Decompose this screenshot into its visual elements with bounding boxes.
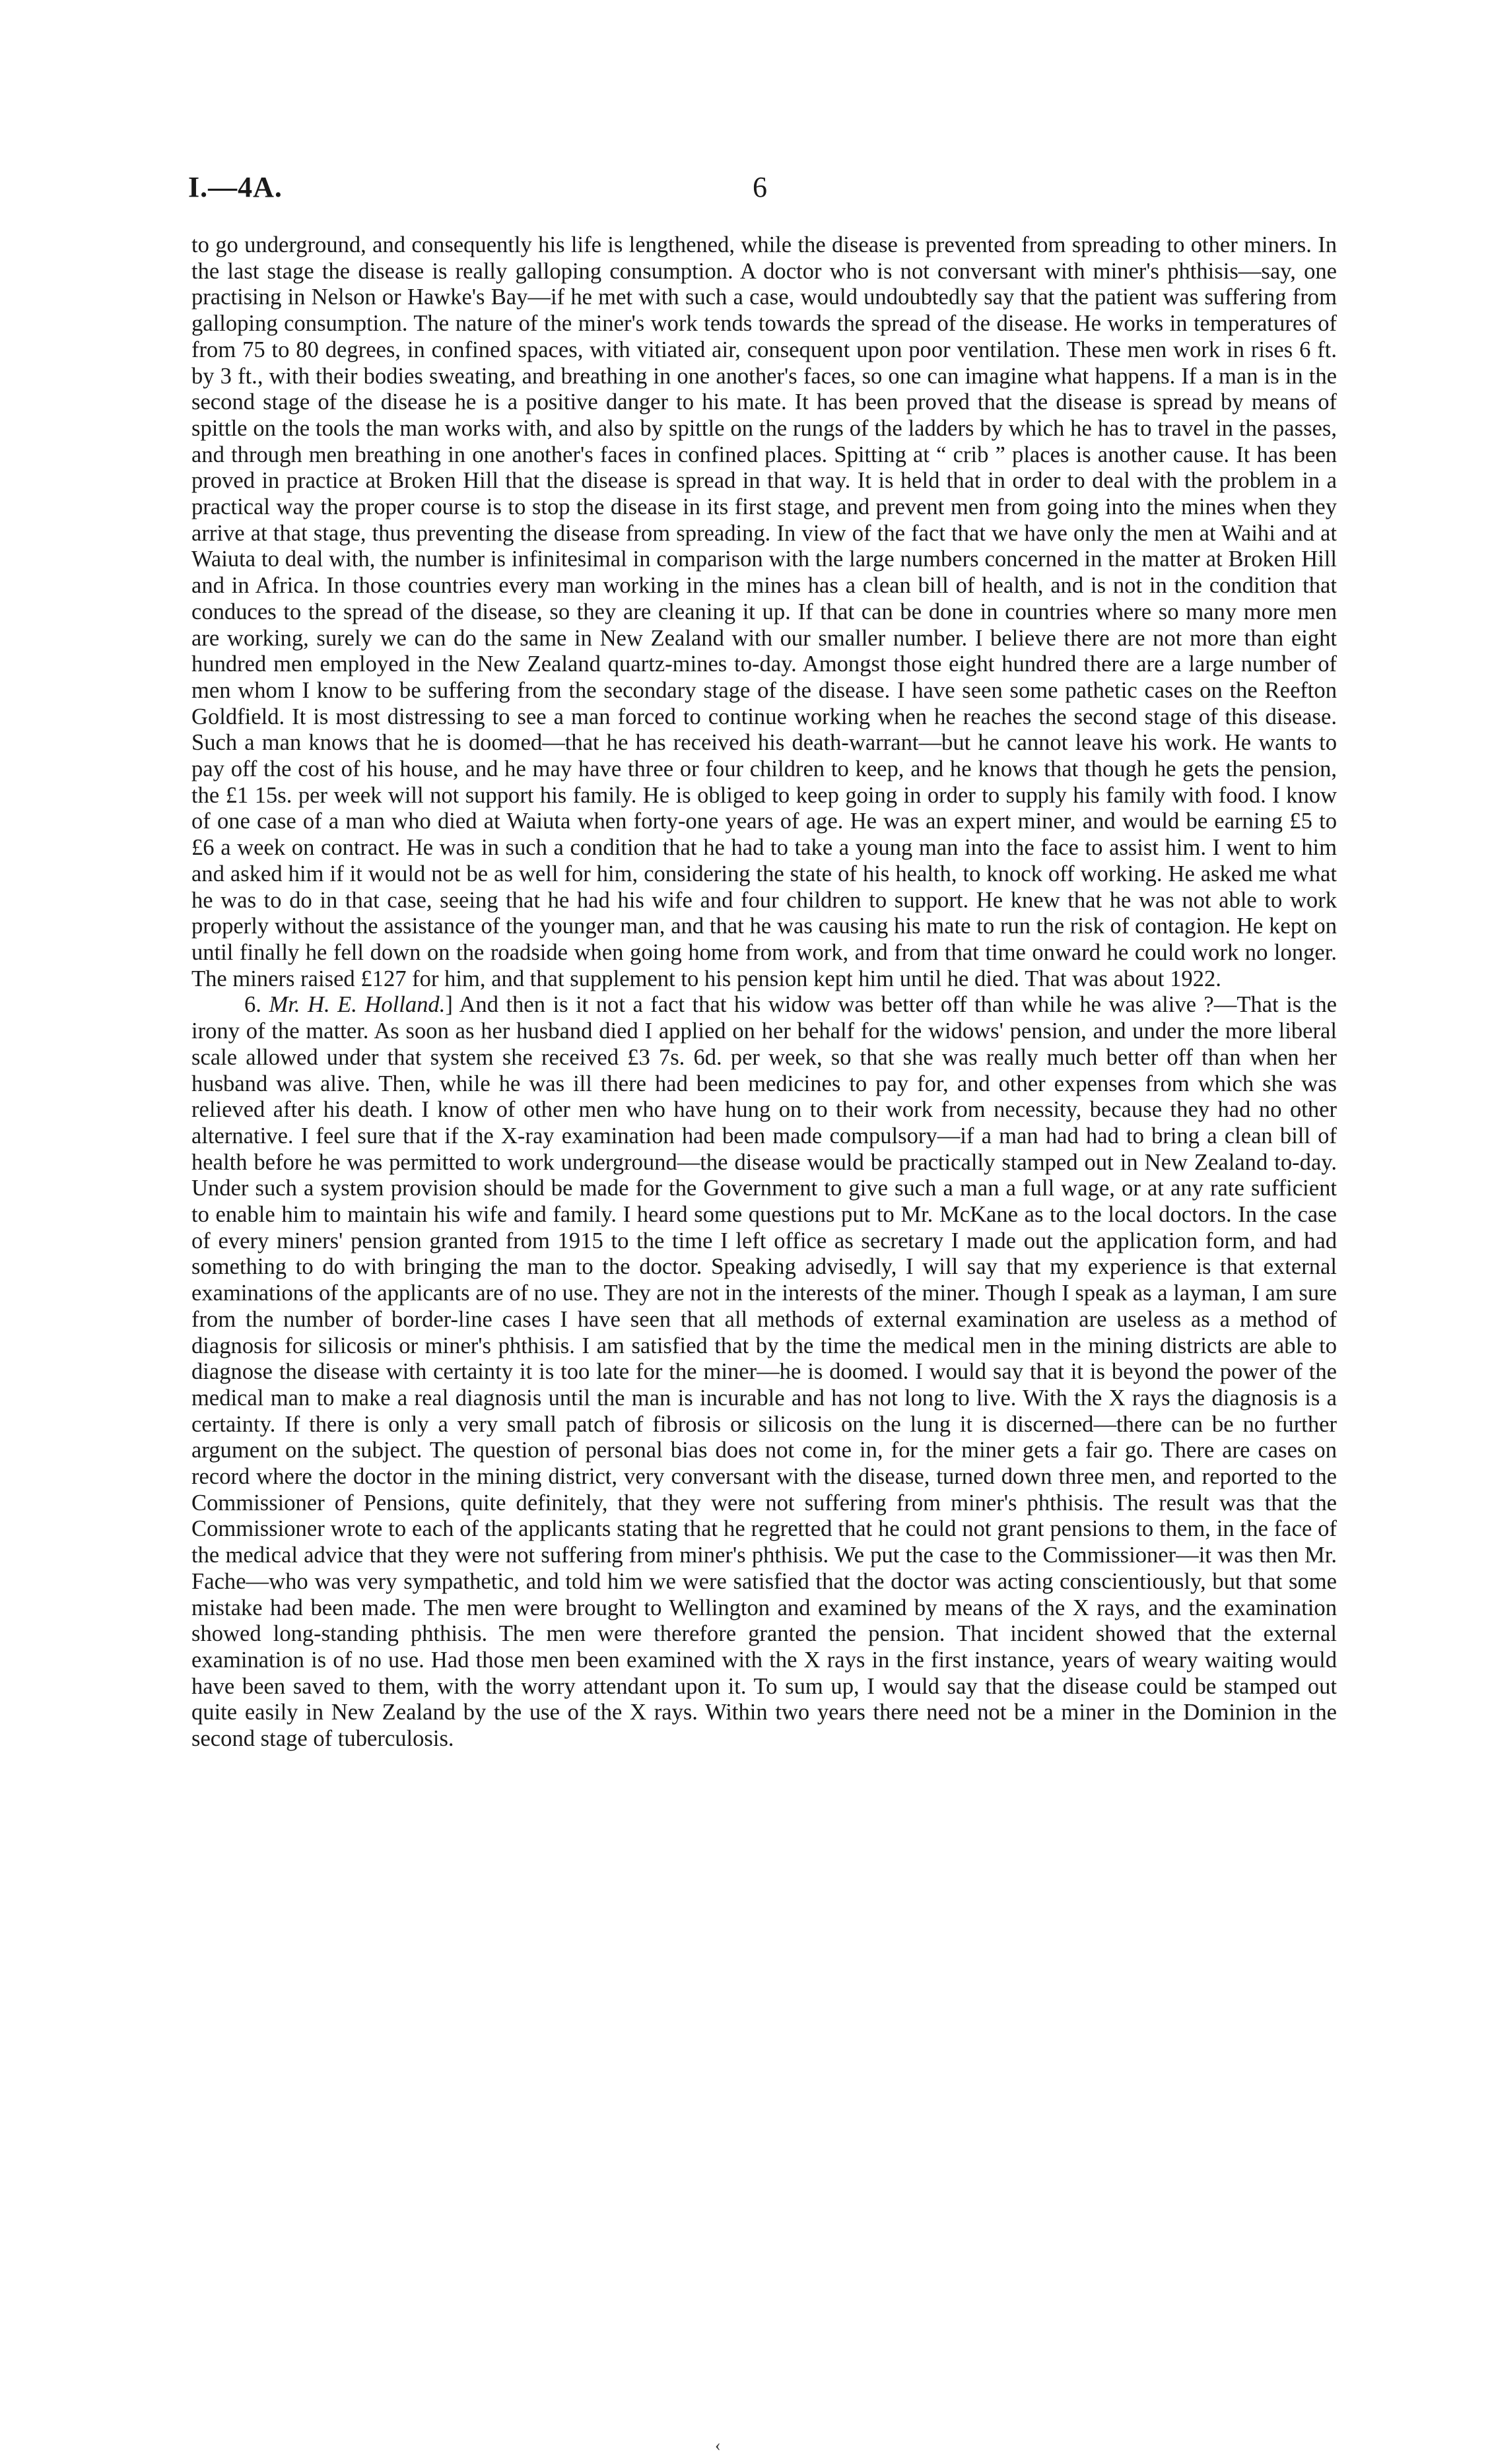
speaker-bracket: ] — [445, 992, 453, 1018]
speaker-name: Mr. H. E. Holland. — [269, 992, 446, 1018]
paragraph-continued — [191, 232, 1337, 992]
paragraph-number: 6. — [244, 992, 261, 1018]
paragraph-text: to go underground, and consequently his life is lengthened, while the disease is prevented from spreading to other miners. In the last stage the disease is really galloping consumption. A doctor who is not conversant with miner's phthisis—say, one practising in Nelson or Hawke's Bay—if he met with such a case, would undoubtedly say that the patient was suffering from galloping consumption. The nature of the miner's work tends towards the spread of the disease. He works in temperatures of from 75 to 80 degrees, in confined spaces, with vitiated air, consequent upon poor ventilation. These men work in rises 6 ft. by 3 ft., with their bodies sweating, and breathing in one another's faces, so one can imagine what happens. If a man is in the second stage of the disease he is a positive danger to his mate. It has been proved that the disease is spread by means of spittle on the tools the man works with, and also by spittle on the rungs of the ladders by which he has to travel in the passes, and through men breathing in one another's faces in confined places. Spitting at “ crib ” places is another cause. It has been proved in practice at Broken Hill that the disease is spread in that way. It is held that in order to deal with the problem in a practical way the proper course is to stop the disease in its first stage, and prevent men from going into the mines when they arrive at that stage, thus preventing the disease from spreading. In view of the fact that we have only the men at Waihi and at Waiuta to deal with, the number is infinitesimal in comparison with the large numbers concerned in the matter at Broken Hill and in Africa. In those countries every man working in the mines has a clean bill of health, and is not in the condition that conduces to the spread of the disease, so they are cleaning it up. If that can be done in countries where so many more men are working, surely we can do the same in New Zealand with our smaller number. I believe there are not more than eight hundred men employed in the New Zealand quartz-mines to-day. Amongst those eight hundred there are a large number of men whom I know to be suffering from the secondary stage of the disease. I have seen some pathetic cases on the Reefton Goldfield. It is most distressing to see a man forced to continue working when he reaches the second stage of this disease. Such a man knows that he is doomed—that he has received his death-warrant—but he cannot leave his work. He wants to pay off the cost of his house, and he may have three or four children to keep, and he knows that though he gets the pension, the £1 15s. per week will not support his family. He is obliged to keep going in order to supply his family with food. I know of one case of a man who died at Waiuta when forty-one years of age. He was an expert miner, and would be earning £5 to £6 a week on contract. He was in such a condition that he had to take a young man into the face to assist him. I went to him and asked him if it would not be as well for him, considering the state of his health, to knock off working. He asked me what he was to do in that case, seeing that he had his wife and four children to support. He knew that he was not able to work properly without the assistance of the younger man, and that he was causing his mate to run the risk of contagion. He kept on until finally he fell down on the roadside when going home from work, and from that time onward he could work no longer. The miners raised £127 for him, and that supplement to his pension kept him until he died. That was about 1922. — [191, 232, 1337, 991]
paragraph-text: And then is it not a fact that his widow was better off than while he was alive ?—That is the irony of the matter. As soon as her husband died I applied on her behalf for the widows' pension, and under the more liberal scale allowed under that system she received £3 7s. 6d. per week, so that she was really much better off than when her husband was alive. Then, while he was ill there had been medicines to pay for, and other expenses from which she was relieved after his death. I know of other men who have hung on to their work from necessity, because they had no other alternative. I feel sure that if the X-ray examination had been made compulsory—if a man had had to bring a clean bill of health before he was permitted to work underground—the disease would be practically stamped out in New Zealand to-day. Under such a system provision should be made for the Government to give such a man a full wage, or at any rate sufficient to enable him to maintain his wife and family. I heard some questions put to Mr. McKane as to the local doctors. In the case of every miners' pension granted from 1915 to the time I left office as secretary I made out the application form, and had something to do with bringing the man to the doctor. Speaking advisedly, I will say that my experience is that external examinations of the applicants are of no use. They are not in the interests of the miner. Though I speak as a layman, I am sure from the number of border-line cases I have seen that all methods of external examination are useless as a method of diagnosis for silicosis or miner's phthisis. I am satisfied that by the time the medical men in the mining districts are able to diagnose the disease with certainty it is too late for the miner—he is doomed. I would say that it is beyond the power of the medical man to make a real diagnosis until the man is incurable and has not long to live. With the X rays the diagnosis is a certainty. If there is only a very small patch of fibrosis or silicosis on the lung it is discerned—there can be no further argument on the subject. The question of personal bias does not come in, for the miner gets a fair go. There are cases on record where the doctor in the mining district, very conversant with the disease, turned down three men, and reported to the Commissioner of Pensions, quite definitely, that they were not suffering from miner's phthisis. The result was that the Commissioner wrote to each of the applicants stating that he regretted that he could not grant pensions to them, in the face of the medical advice that they were not suffering from miner's phthisis. We put the case to the Commissioner—it was then Mr. Fache—who was very sympathetic, and told him we were satisfied that the doctor was acting conscientiously, but that some mistake had been made. The men were brought to Wellington and examined by means of the X rays, and the examination showed long-standing phthisis. The men were therefore granted the pension. That incident showed that the external examination is of no use. Had those men been examined with the X rays in the first instance, years of weary waiting would have been saved to them, with the worry attendant upon it. To sum up, I would say that the disease could be stamped out quite easily in New Zealand by the use of the X rays. Within two years there need not be a miner in the Dominion in the second stage of tuberculosis. — [191, 992, 1337, 1752]
page-header — [188, 170, 1337, 210]
body-text — [191, 232, 1337, 1752]
paragraph-question-6 — [191, 992, 1337, 1752]
footer-mark: ‹ — [715, 2436, 721, 2455]
page-number: 6 — [753, 171, 767, 203]
document-reference: I.—4A. — [188, 171, 283, 203]
